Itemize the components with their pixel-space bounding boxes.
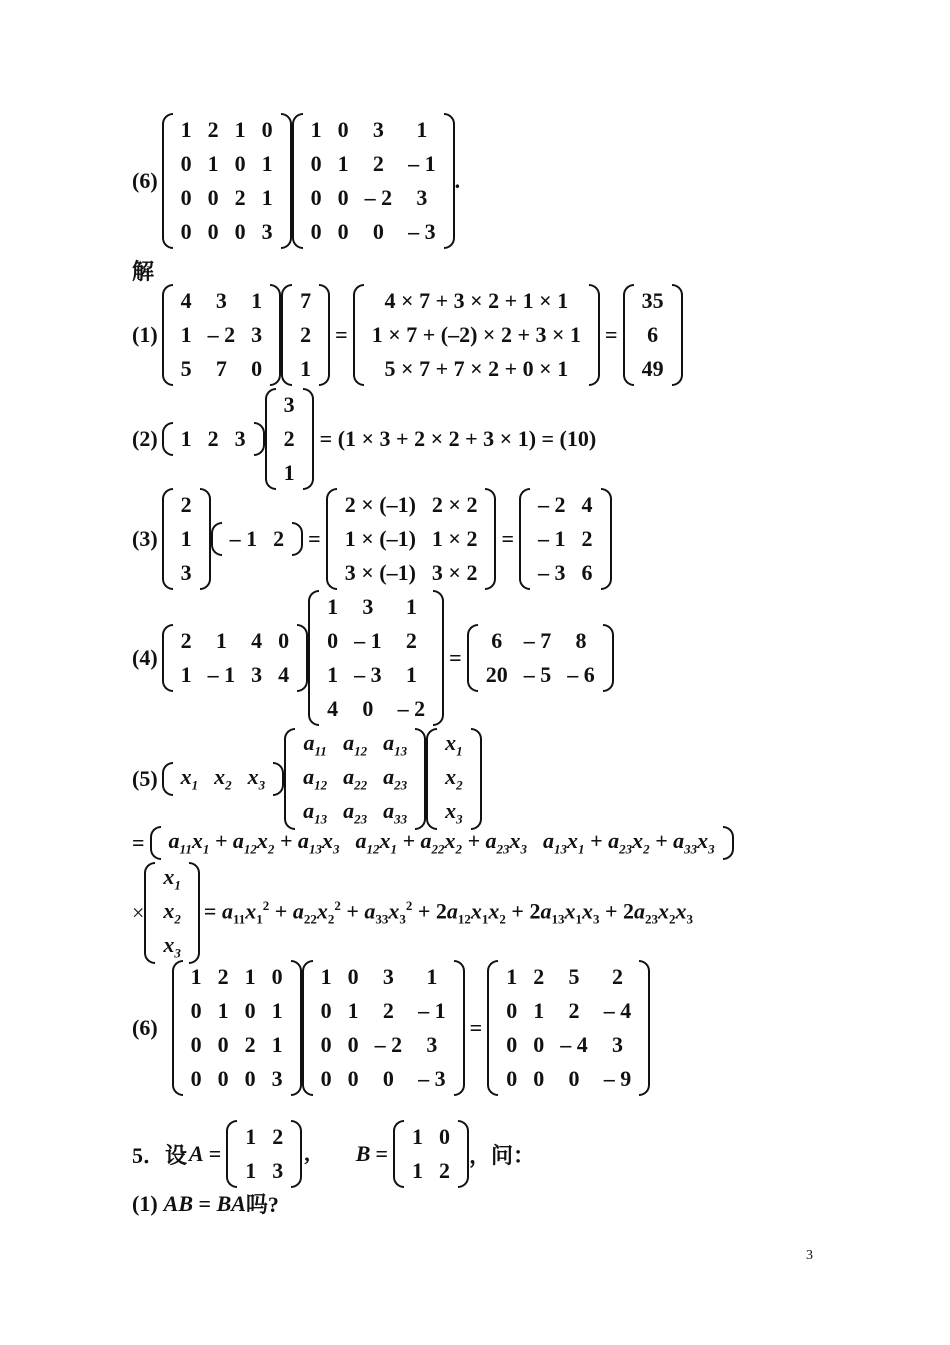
matrix-entry: 1 [251, 288, 263, 313]
right-paren [601, 488, 612, 590]
matrix-entry: 0 [234, 151, 246, 176]
matrix-entry: 2 [217, 964, 229, 989]
matrix-A [226, 1120, 302, 1188]
matrix-entry: 1 [245, 1158, 257, 1183]
equals-sign: = [335, 322, 348, 347]
item-label: (6) [132, 168, 158, 193]
matrix-entry: 0 [180, 151, 192, 176]
right-paren [281, 113, 292, 249]
solution-4 [132, 590, 614, 726]
left-paren [281, 284, 292, 386]
matrix-entry: 4 [251, 628, 263, 653]
matrix-entry: 0 [320, 1032, 332, 1057]
matrix-entry: 0 [180, 185, 192, 210]
matrix-entry: 49 [641, 356, 664, 381]
matrix-entry: 2 [438, 1158, 450, 1183]
matrix-entry: 3 [372, 117, 384, 142]
matrix-entry: 2 [272, 1124, 284, 1149]
matrix-entry: 0 [533, 1066, 545, 1091]
matrix-entry: 1 [533, 998, 545, 1023]
item-label: (6) [132, 1015, 158, 1040]
matrix [162, 113, 292, 249]
matrix-entry: 1 [426, 964, 438, 989]
right-paren [672, 284, 683, 386]
matrix-entry: 1 [190, 964, 202, 989]
matrix-entry: 0 [180, 219, 192, 244]
right-paren [639, 960, 650, 1096]
matrix-entry: – 9 [603, 1066, 632, 1091]
left-paren [172, 960, 183, 1096]
right-paren [270, 284, 281, 386]
matrix-entry: 3 [234, 426, 246, 451]
left-paren [211, 522, 222, 556]
item-label: (5) [132, 766, 158, 791]
matrix-entry: 3 [180, 560, 192, 585]
left-paren [226, 1120, 237, 1188]
right-paren [200, 488, 211, 590]
matrix-entry: 3 [251, 322, 263, 347]
solution-3 [132, 488, 612, 590]
vector [281, 284, 330, 386]
matrix-entry: 1 [283, 460, 295, 485]
matrix-entry: 6 [491, 628, 503, 653]
left-paren [393, 1120, 404, 1188]
solution-heading: 解 [132, 259, 155, 284]
matrix-entry: 3 [283, 392, 295, 417]
matrix-entry: 6 [647, 322, 659, 347]
question-tail: ，问： [468, 1142, 535, 1168]
matrix-entry: 0 [278, 628, 290, 653]
matrix-entry: 3 [611, 1032, 623, 1057]
item-label: (1) [132, 322, 158, 347]
left-paren [326, 488, 337, 590]
matrix-entry: 0 [310, 219, 322, 244]
matrix-entry: 0 [327, 628, 339, 653]
matrix-entry: – 3 [354, 662, 382, 687]
matrix-entry: 5 [568, 964, 580, 989]
left-paren [162, 284, 173, 386]
matrix-entry: 2 [568, 998, 580, 1023]
matrix-entry: 1 [215, 628, 227, 653]
row-vector [211, 522, 304, 556]
sub-label: (1) [132, 1190, 158, 1216]
right-paren [444, 113, 455, 249]
left-paren [162, 422, 173, 456]
matrix-entry: 1 [180, 662, 192, 687]
matrix-entry: – 2 [364, 185, 393, 210]
matrix-entry: 1 [180, 117, 192, 142]
matrix-entry: 1 [416, 117, 428, 142]
matrix-entry: 7 [215, 356, 227, 381]
matrix-entry: 0 [261, 117, 273, 142]
matrix-entry: 2 [234, 185, 246, 210]
matrix-entry: – 1 [418, 998, 446, 1023]
matrix-entry: 4 [180, 288, 192, 313]
solution-5-line-1 [132, 728, 482, 830]
matrix-entry: 35 [641, 288, 664, 313]
matrix-entry: – 1 [354, 628, 382, 653]
right-paren [291, 1120, 302, 1188]
left-paren [519, 488, 530, 590]
matrix-entry: 0 [506, 998, 518, 1023]
result-vector [623, 284, 683, 386]
matrix-entry: 0 [310, 151, 322, 176]
matrix-entry: 2 × 2 [431, 492, 478, 517]
column-vector [162, 488, 211, 590]
equals-sign: = [605, 322, 618, 347]
right-paren [319, 284, 330, 386]
right-paren [589, 284, 600, 386]
right-paren [603, 624, 614, 692]
left-paren [162, 624, 173, 692]
matrix-entry: 1 × 2 [431, 526, 478, 551]
question-number: 5．设 [132, 1142, 188, 1168]
matrix-entry: – 2 [538, 492, 566, 517]
column-vector [265, 388, 314, 490]
result-matrix [467, 624, 614, 692]
matrix-entry: 3 [271, 1066, 283, 1091]
variable-row-vector: $x_1$ $x_2$ $x_3$ [162, 762, 285, 796]
matrix-entry: – 5 [523, 662, 552, 687]
matrix-entry: 0 [190, 1032, 202, 1057]
matrix-entry: 0 [568, 1066, 580, 1091]
matrix-entry: 0 [244, 1066, 256, 1091]
matrix-entry: 5 × 7 + 7 × 2 + 0 × 1 [384, 356, 569, 381]
matrix-entry: 20 [485, 662, 508, 687]
matrix-entry: 4 [327, 696, 339, 721]
right-paren [303, 388, 314, 490]
right-paren [291, 960, 302, 1096]
matrix-entry: 1 [506, 964, 518, 989]
matrix-entry: 1 [245, 1124, 257, 1149]
question-5-part-1: (1) AB = BA 吗? [132, 1188, 279, 1219]
matrix-entry: – 3 [418, 1066, 446, 1091]
matrix-entry: 3 [261, 219, 273, 244]
left-paren [467, 624, 478, 692]
matrix-entry: 3 [272, 1158, 284, 1183]
matrix-entry: 2 [283, 426, 295, 451]
left-paren [162, 488, 173, 590]
solution-5-line-2: = $a_{11}x_1 + a_{12}x_2 + a_{13}x_3$ $a_{12}x_1 + a_{22}x_2 + a_{23}x_3$ $a_{13}x_1 + a_{23}x_2 + a_{33}x_3$ [132, 826, 734, 860]
matrix-entry: 3 [215, 288, 227, 313]
matrix-entry: 2 [300, 322, 312, 347]
matrix-entry: 2 [581, 526, 593, 551]
matrix [308, 590, 444, 726]
matrix-entry: 2 [207, 117, 219, 142]
equals-sign: = [308, 526, 321, 551]
matrix-entry: 0 [347, 1032, 359, 1057]
matrix-entry: 1 [327, 662, 339, 687]
matrix-entry: 4 [581, 492, 593, 517]
matrix-entry: 3 [251, 662, 263, 687]
expanded-matrix [326, 488, 497, 590]
result-expression: = (1 × 3 + 2 × 2 + 3 × 1) = (10) [319, 426, 597, 451]
matrix-entry: 5 [180, 356, 192, 381]
matrix-entry: – 2 [397, 696, 426, 721]
matrix-entry: 0 [190, 998, 202, 1023]
matrix-entry: 1 [207, 151, 219, 176]
solution-1 [132, 284, 683, 386]
right-paren [454, 960, 465, 1096]
question-6-product [132, 113, 460, 249]
matrix-entry: – 1 [408, 151, 436, 176]
matrix-entry: 3 [382, 964, 394, 989]
matrix-entry: 0 [207, 219, 219, 244]
item-label: (2) [132, 426, 158, 451]
matrix-entry: 1 [405, 594, 417, 619]
matrix-entry: 1 [405, 662, 417, 687]
matrix-entry: 0 [244, 998, 256, 1023]
right-paren [485, 488, 496, 590]
solution-2 [132, 388, 596, 490]
left-paren [487, 960, 498, 1096]
matrix-entry: 0 [271, 964, 283, 989]
matrix-B [393, 1120, 469, 1188]
sub-question-text: 吗? [245, 1192, 279, 1217]
matrix-entry: – 7 [523, 628, 552, 653]
variable-column-vector: $x_1$ $x_2$ $x_3$ [144, 862, 200, 964]
matrix-entry: – 3 [408, 219, 436, 244]
matrix-entry: 0 [337, 185, 349, 210]
right-paren [297, 624, 308, 692]
matrix-entry: – 2 [374, 1032, 403, 1057]
product-row-vector: $a_{11}x_1 + a_{12}x_2 + a_{13}x_3$ $a_{12}x_1 + a_{22}x_2 + a_{23}x_3$ $a_{13}x_1 + a_{23}x_2 + a_{33}x_3$ [150, 826, 734, 860]
matrix-entry: 0 [337, 219, 349, 244]
variable-column-vector: $x_1$ $x_2$ $x_3$ [426, 728, 482, 830]
matrix-entry: 1 × 7 + (–2) × 2 + 3 × 1 [371, 322, 582, 347]
matrix-entry: 2 [533, 964, 545, 989]
matrix-entry: 1 [271, 998, 283, 1023]
matrix-entry: 0 [320, 1066, 332, 1091]
matrix-entry: – 2 [207, 322, 236, 347]
matrix-entry: 1 [327, 594, 339, 619]
matrix-entry: 2 [372, 151, 384, 176]
matrix-entry: 2 [180, 492, 192, 517]
matrix-entry: 8 [575, 628, 587, 653]
matrix-entry: 1 [337, 151, 349, 176]
right-paren [458, 1120, 469, 1188]
matrix-entry: 0 [438, 1124, 450, 1149]
left-paren [623, 284, 634, 386]
matrix-entry: 7 [300, 288, 312, 313]
matrix-entry: 1 [180, 322, 192, 347]
left-paren [308, 590, 319, 726]
matrix-entry: – 4 [603, 998, 632, 1023]
matrix [302, 960, 465, 1096]
right-paren [292, 522, 303, 556]
matrix-entry: 1 [180, 426, 192, 451]
item-label: (4) [132, 645, 158, 670]
matrix-entry: 0 [310, 185, 322, 210]
row-vector [162, 422, 265, 456]
equals-sign: = [469, 1015, 483, 1040]
matrix-entry: 0 [372, 219, 384, 244]
matrix-entry: 3 [362, 594, 374, 619]
matrix-entry: 0 [382, 1066, 394, 1091]
matrix-entry: 0 [347, 1066, 359, 1091]
matrix-entry: 4 [278, 662, 290, 687]
matrix-entry: – 1 [538, 526, 566, 551]
matrix-entry: 3 × 2 [431, 560, 478, 585]
matrix-entry: 0 [320, 998, 332, 1023]
left-paren [162, 113, 173, 249]
matrix-entry: 3 [426, 1032, 438, 1057]
matrix-entry: 1 [234, 117, 246, 142]
matrix-entry: 2 [207, 426, 219, 451]
right-paren [254, 422, 265, 456]
matrix-entry: 2 [611, 964, 623, 989]
left-paren [353, 284, 364, 386]
matrix-entry: 1 [411, 1124, 423, 1149]
equals-sign: = [449, 645, 462, 670]
equals-sign: = [501, 526, 514, 551]
result-matrix [487, 960, 650, 1096]
left-paren [302, 960, 313, 1096]
solution-6 [132, 960, 650, 1096]
matrix-entry: 0 [533, 1032, 545, 1057]
matrix-entry: 2 [382, 998, 394, 1023]
matrix [292, 113, 455, 249]
item-label: (3) [132, 526, 158, 551]
matrix-entry: 1 [347, 998, 359, 1023]
quadratic-form-result: = $a_{11}x_1^2 + a_{22}x_2^2 + a_{33}x_3^2 + 2a_{12}x_1x_2 + 2a_{13}x_1x_3 + 2a_{23}x_2x_3$ [203, 898, 693, 927]
matrix-entry: 0 [347, 964, 359, 989]
matrix-entry: 2 [273, 526, 285, 551]
matrix-entry: – 1 [207, 662, 236, 687]
matrix [162, 624, 309, 692]
matrix-entry: 1 [217, 998, 229, 1023]
solution-5-line-3: × $x_1$ $x_2$ $x_3$ = $a_{11}x_1^2 + a_{22}x_2^2 + a_{33}x_3^2 + 2a_{12}x_1x_2 + 2a_{13}x_1x_3 + 2a_{23}x_2x_3$ [132, 862, 693, 964]
right-paren [433, 590, 444, 726]
matrix-entry: 1 [300, 356, 312, 381]
result-matrix [519, 488, 612, 590]
matrix-entry: 0 [234, 219, 246, 244]
matrix-entry: – 4 [560, 1032, 588, 1057]
matrix-entry: 0 [190, 1066, 202, 1091]
matrix-entry: 1 [261, 151, 273, 176]
matrix-entry: 1 × (–1) [344, 526, 416, 551]
matrix-entry: 1 [271, 1032, 283, 1057]
matrix-entry: 2 [244, 1032, 256, 1057]
left-paren [265, 388, 276, 490]
matrix [162, 284, 282, 386]
matrix-entry: 1 [180, 526, 192, 551]
matrix-entry: – 1 [229, 526, 258, 551]
matrix-entry: 0 [506, 1032, 518, 1057]
matrix-entry: 2 [180, 628, 192, 653]
matrix-entry: 0 [207, 185, 219, 210]
matrix-entry: 0 [251, 356, 263, 381]
left-paren [292, 113, 303, 249]
page-number: 3 [806, 1248, 813, 1263]
matrix-entry: 0 [217, 1032, 229, 1057]
matrix-entry: 1 [411, 1158, 423, 1183]
period: . [454, 168, 461, 193]
matrix-entry: 0 [217, 1066, 229, 1091]
matrix-entry: 1 [310, 117, 322, 142]
matrix-entry: 0 [506, 1066, 518, 1091]
expanded-vector [353, 284, 600, 386]
matrix-entry: 3 [416, 185, 428, 210]
matrix-entry: 0 [337, 117, 349, 142]
matrix-entry: 6 [581, 560, 593, 585]
matrix-entry: 1 [320, 964, 332, 989]
matrix [172, 960, 302, 1096]
matrix-entry: 4 × 7 + 3 × 2 + 1 × 1 [384, 288, 569, 313]
matrix-entry: 2 [405, 628, 417, 653]
matrix-entry: 3 × (–1) [344, 560, 416, 585]
question-5: 5．设 A = 1 2 1 3 , B = 1 0 1 2 ，问： [132, 1120, 535, 1188]
matrix-entry: – 3 [538, 560, 566, 585]
matrix-entry: 2 × (–1) [344, 492, 416, 517]
matrix-entry: – 6 [567, 662, 595, 687]
matrix-entry: 1 [244, 964, 256, 989]
coefficient-matrix: $a_{11}$ $a_{12}$ $a_{13}$ $a_{12}$ $a_{22}$ $a_{23}$ $a_{13}$ $a_{23}$ $a_{33}$ [284, 728, 426, 830]
matrix-entry: 0 [362, 696, 374, 721]
matrix-entry: 1 [261, 185, 273, 210]
